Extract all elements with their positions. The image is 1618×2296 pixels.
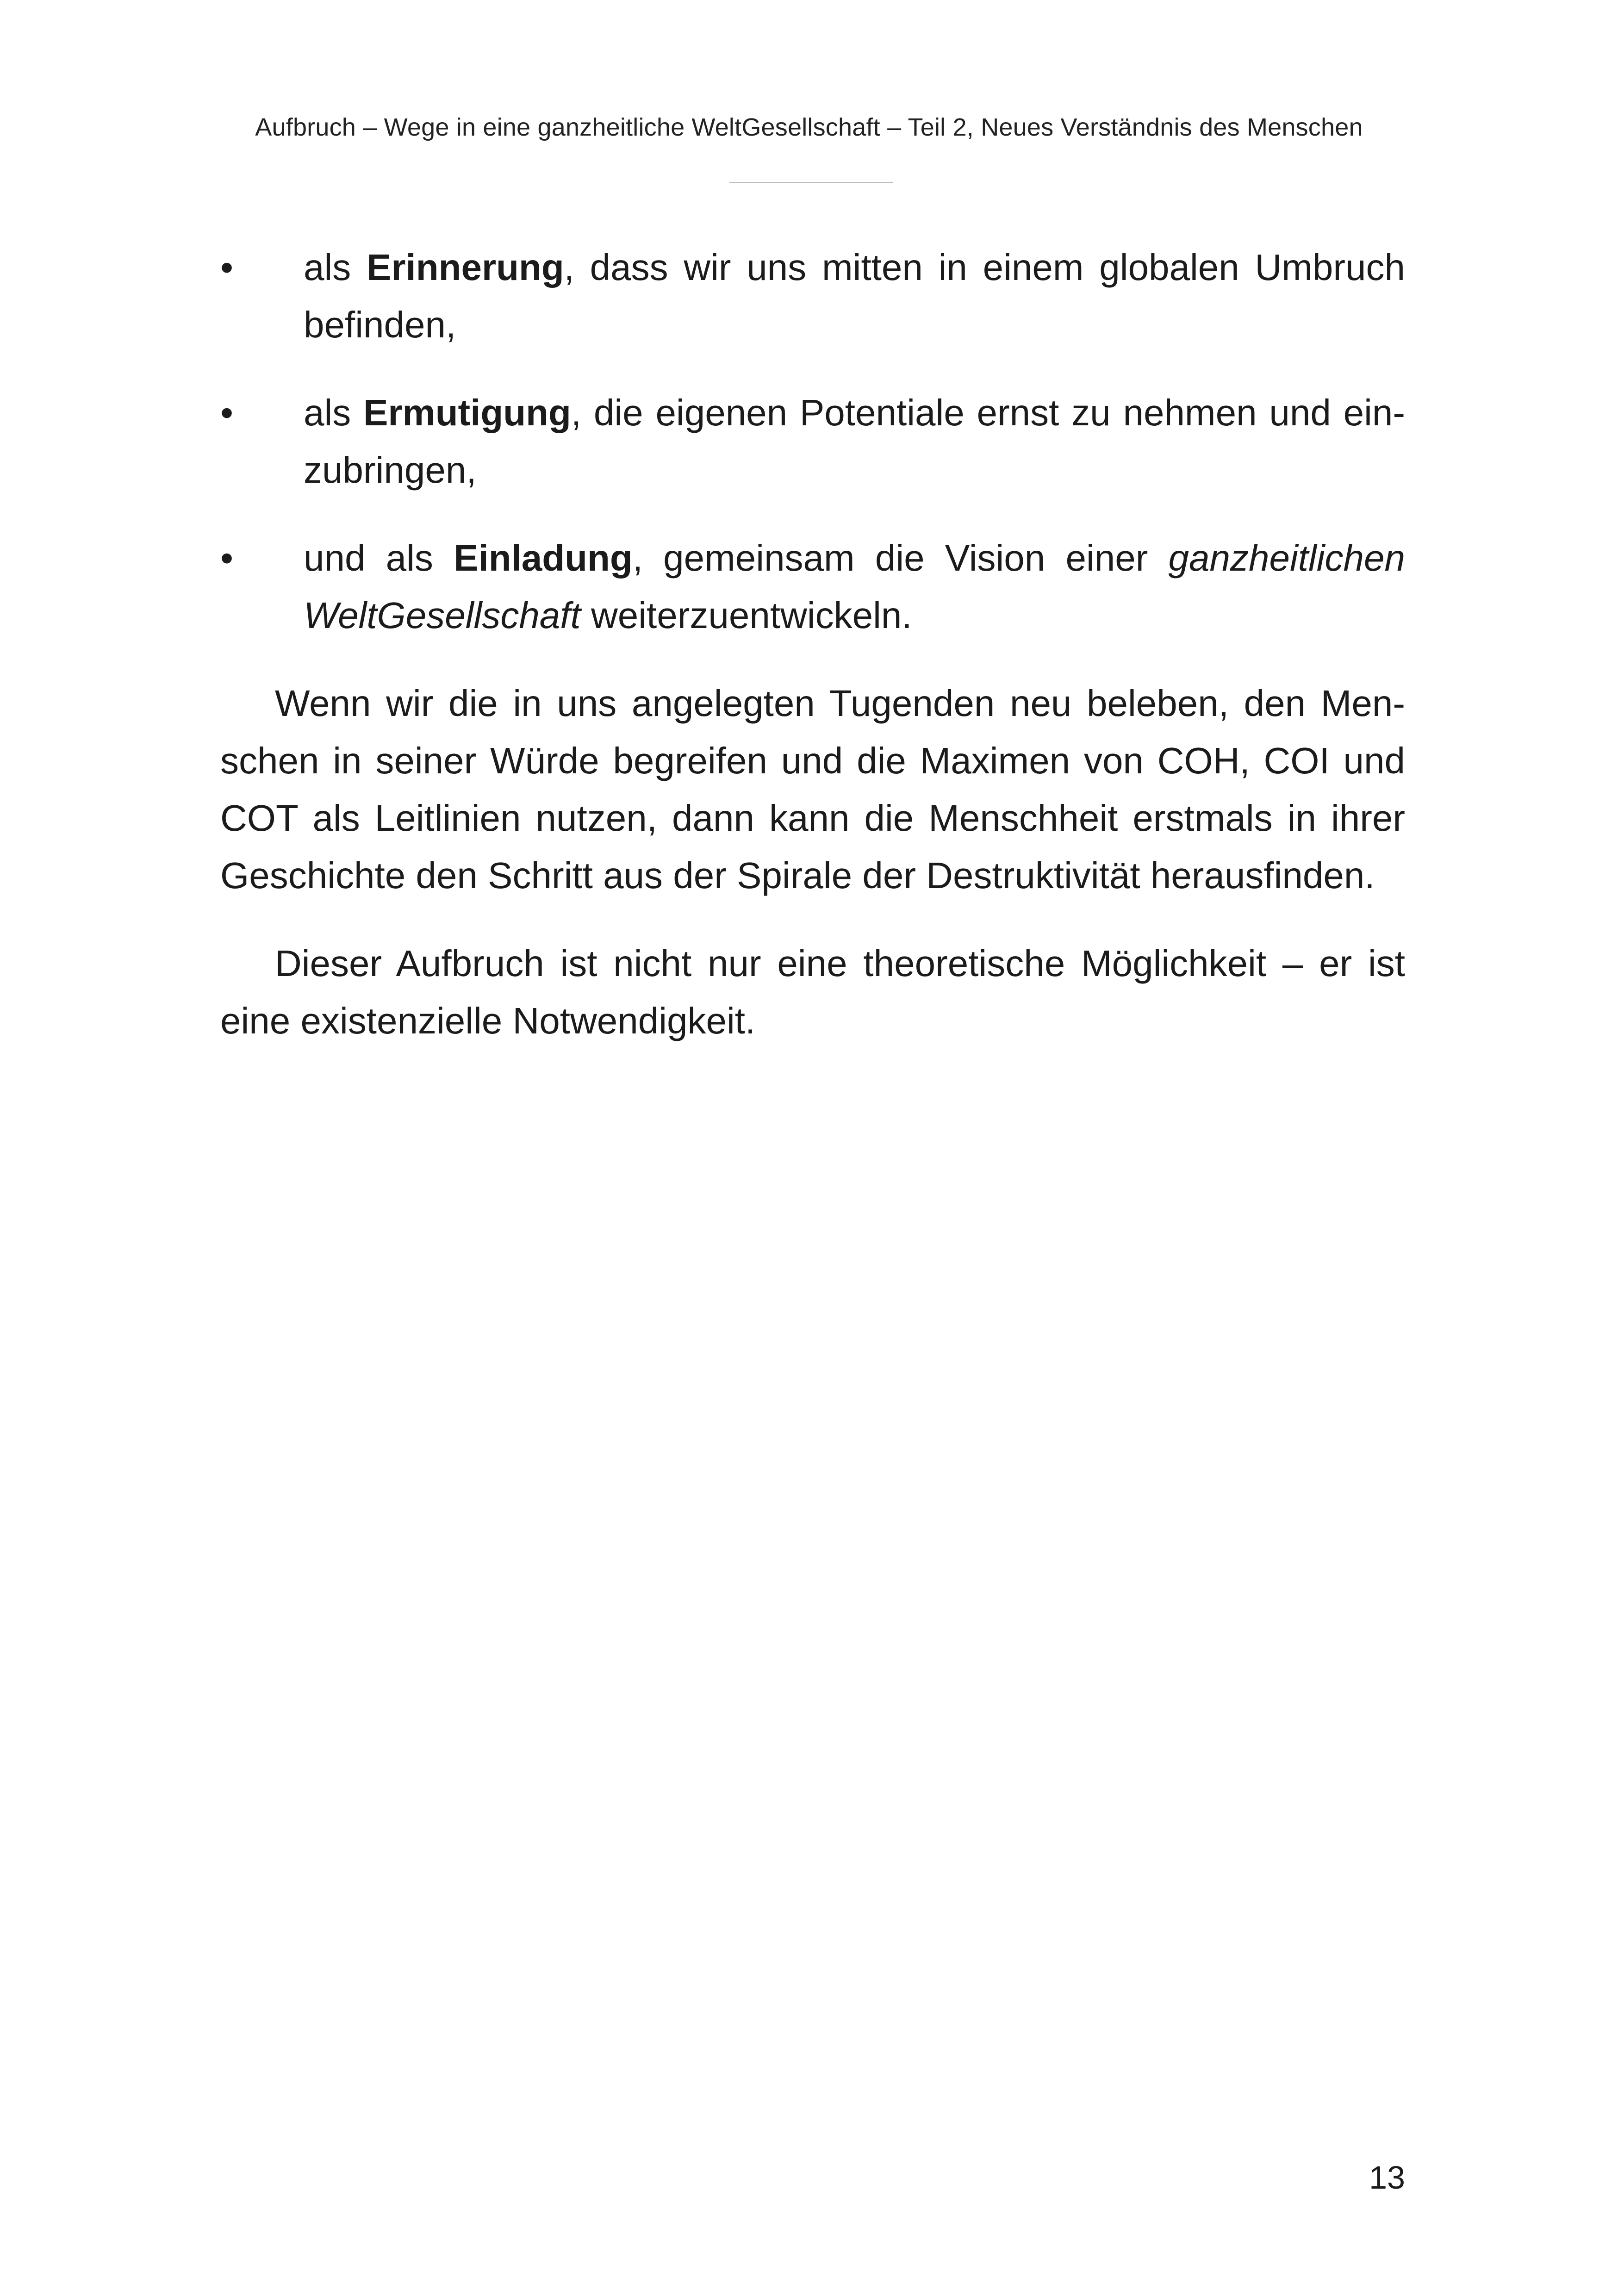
bullet-prefix: und als xyxy=(304,537,454,579)
bullet-suffix: weiterzuentwickeln. xyxy=(580,595,912,636)
bullet-keyword: Einladung xyxy=(454,537,633,579)
page-number: 13 xyxy=(1369,2159,1405,2196)
bullet-prefix: als xyxy=(304,392,364,433)
body-paragraph: Wenn wir die in uns angelegten Tugenden neu beleben, den Menschen in seiner Würde begreifen und die Maximen von COH, COI und COT als Leitlinien nutzen, dann kann die Menschheit erstmals in ihrer Geschichte den Schritt aus der Spirale der Destruktivität herausfinden. xyxy=(220,683,1405,896)
bullet-text: , gemeinsam die Vision einer xyxy=(632,537,1169,579)
body-paragraph: Dieser Aufbruch ist nicht nur eine theoretische Möglichkeit – er ist eine existenzielle Notwendigkeit. xyxy=(220,943,1405,1041)
list-item xyxy=(220,239,1405,354)
bullet-list xyxy=(220,239,1405,644)
bullet-italic: ganzheitlichen WeltGesellschaft xyxy=(304,537,1406,636)
bullet-keyword: Ermutigung xyxy=(363,392,571,433)
bullet-keyword: Erinnerung xyxy=(367,247,564,288)
list-item xyxy=(220,529,1405,644)
bullet-text: , dass wir uns mitten in einem globalen Umbruch befinden, xyxy=(304,247,1406,345)
header-divider xyxy=(729,182,893,183)
page-body xyxy=(220,239,1405,1080)
bullet-marker: • xyxy=(220,247,234,288)
bullet-marker: • xyxy=(220,537,234,579)
bullet-prefix: als xyxy=(304,247,367,288)
bullet-marker: • xyxy=(220,392,234,433)
bullet-text: , die eigenen Potentiale ernst zu nehmen und einzubringen, xyxy=(304,392,1405,491)
running-header: Aufbruch – Wege in eine ganzheitliche WeltGesellschaft – Teil 2, Neues Verständnis des Menschen xyxy=(255,113,1363,141)
list-item xyxy=(220,384,1405,499)
